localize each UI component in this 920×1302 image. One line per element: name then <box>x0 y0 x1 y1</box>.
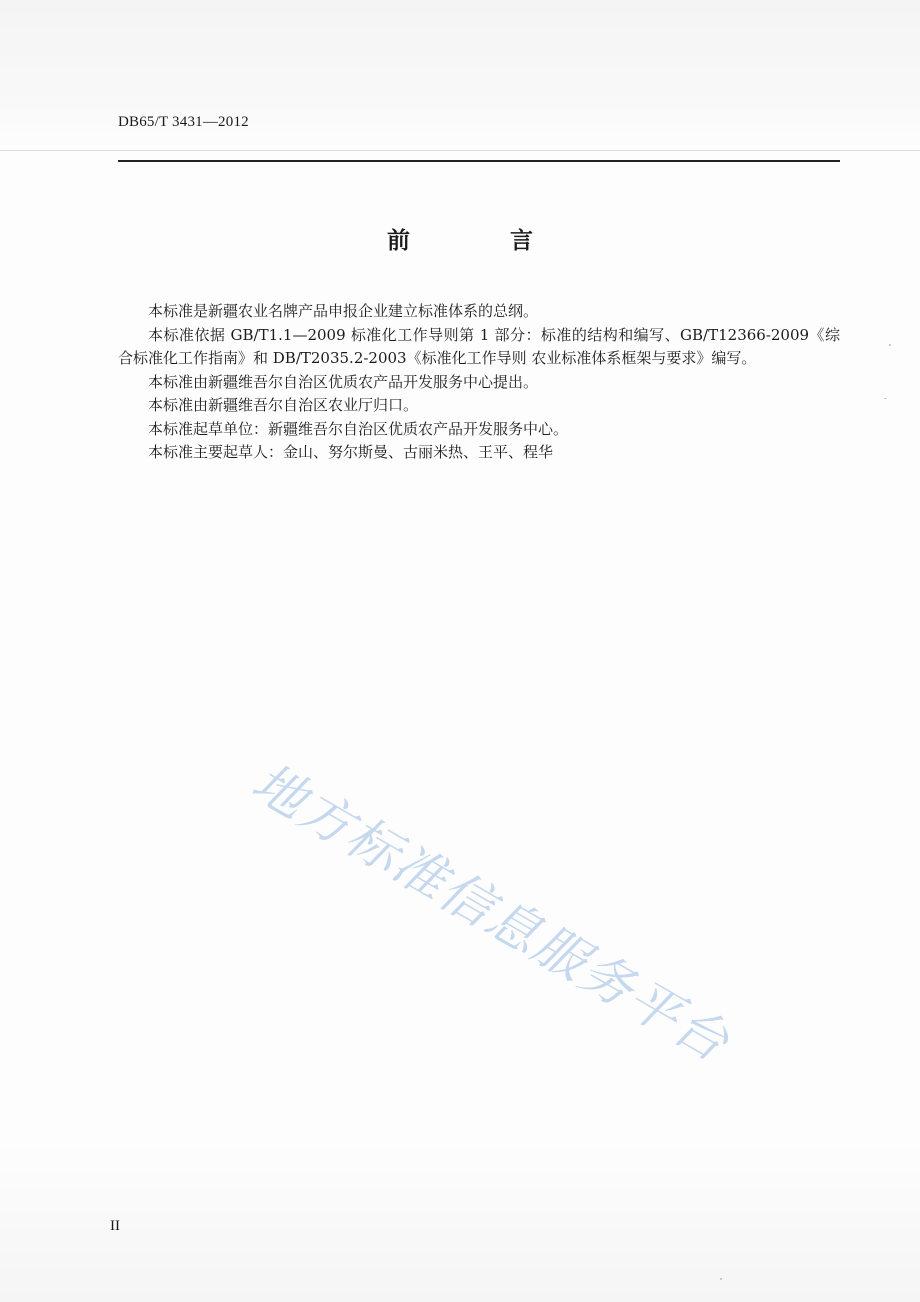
paragraph: 本标准依据 GB/T1.1—2009 标准化工作导则第 1 部分：标准的结构和编写、GB/T12366-2009《综合标准化工作指南》和 DB/T2035.2-2003《标准化工作导则 农业标准体系框架与要求》编写。 <box>118 325 840 367</box>
paragraph: 本标准由新疆维吾尔自治区优质农产品开发服务中心提出。 <box>148 372 539 391</box>
watermark: 地方标准信息服务平台 <box>241 752 740 1075</box>
scan-edge-line <box>0 150 920 151</box>
paragraph: 本标准起草单位：新疆维吾尔自治区优质农产品开发服务中心。 <box>148 419 569 438</box>
page-title: 前 言 <box>386 228 579 254</box>
scan-speck <box>720 1278 722 1280</box>
paragraph: 本标准由新疆维吾尔自治区农业厅归口。 <box>148 396 419 414</box>
scan-speck <box>884 398 887 399</box>
scan-speck <box>889 344 891 346</box>
paragraph: 本标准是新疆农业名牌产品申报企业建立标准体系的总纲。 <box>148 302 539 320</box>
document-code: DB65/T 3431—2012 <box>118 114 249 130</box>
foreword-body <box>118 300 840 465</box>
paragraph: 本标准主要起草人：金山、努尔斯曼、古丽米热、王平、程华 <box>148 443 554 461</box>
header-rule <box>118 160 840 162</box>
page-number: II <box>110 1218 120 1234</box>
scan-shading-bottom <box>0 1140 920 1302</box>
